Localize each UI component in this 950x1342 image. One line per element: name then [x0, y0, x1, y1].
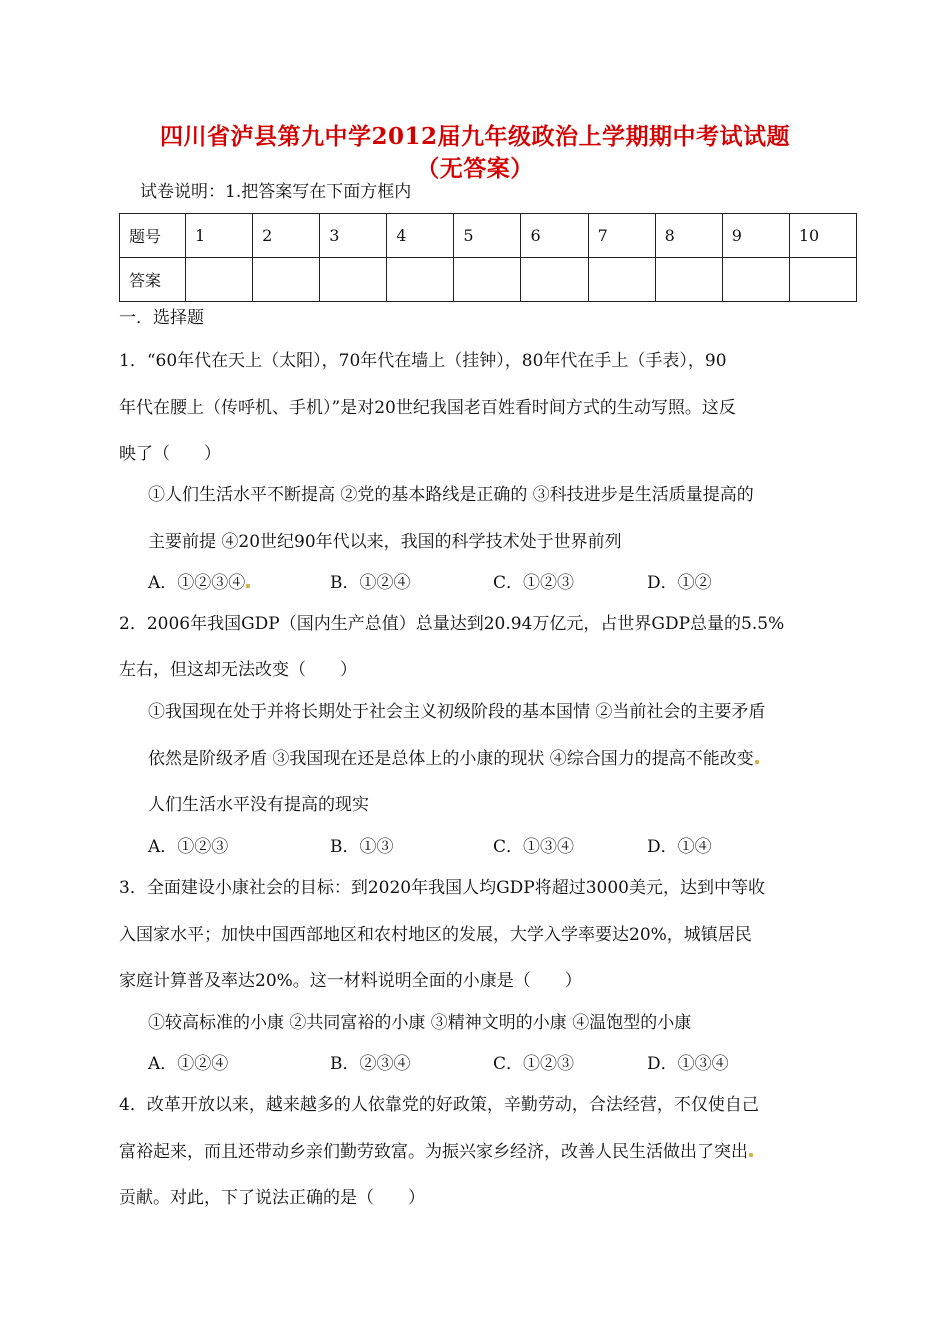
q1-statement-2: 主要前提 ④20世纪90年代以来，我国的科学技术处于世界前列 [148, 532, 622, 552]
q3-option-a: A．①②④ [148, 1054, 229, 1074]
table-cell-number: 5 [454, 214, 521, 258]
answer-cell [186, 258, 253, 302]
decorative-dot [246, 584, 250, 588]
q1-line-1: 1．“60年代在天上（太阳），70年代在墙上（挂钟），80年代在手上（手表），90 [119, 351, 727, 371]
table-cell-number: 9 [722, 214, 789, 258]
q2-statement-1: ①我国现在处于并将长期处于社会主义初级阶段的基本国情 ②当前社会的主要矛盾 [148, 702, 766, 722]
q1-line-2: 年代在腰上（传呼机、手机）”是对20世纪我国老百姓看时间方式的生动写照。这反 [119, 398, 736, 418]
table-row-numbers [120, 214, 857, 258]
title-line-2: （无答案） [416, 155, 534, 182]
q2-option-c: C．①③④ [493, 837, 575, 857]
answer-cell [655, 258, 722, 302]
q2-option-a: A．①②③ [148, 837, 229, 857]
table-cell-number: 10 [789, 214, 856, 258]
q1-statement-1: ①人们生活水平不断提高 ②党的基本路线是正确的 ③科技进步是生活质量提高的 [148, 485, 754, 505]
answer-cell [454, 258, 521, 302]
decorative-dot [749, 1153, 753, 1157]
q1-option-d: D．①② [647, 573, 712, 593]
q1-option-a: A．①②③④ [148, 572, 250, 594]
table-cell-number: 8 [655, 214, 722, 258]
q1-option-b: B．①②④ [330, 573, 411, 593]
q1-option-c: C．①②③ [493, 573, 575, 593]
table-row-answers [120, 258, 857, 302]
answer-cell [789, 258, 856, 302]
table-cell-number: 4 [387, 214, 454, 258]
q4-line-3: 贡献。对此，下了说法正确的是（ ） [119, 1188, 425, 1208]
decorative-dot [755, 760, 759, 764]
table-cell-number: 6 [521, 214, 588, 258]
answer-cell [722, 258, 789, 302]
answer-cell [253, 258, 320, 302]
q2-line-1: 2．2006年我国GDP（国内生产总值）总量达到20.94万亿元，占世界GDP总量的5.5% [119, 614, 785, 634]
table-header-number: 题号 [120, 214, 186, 258]
table-cell-number: 1 [186, 214, 253, 258]
instruction: 试卷说明：1.把答案写在下面方框内 [140, 182, 412, 202]
q3-option-d: D．①③④ [647, 1054, 729, 1074]
q4-line-2: 富裕起来，而且还带动乡亲们勤劳致富。为振兴家乡经济，改善人民生活做出了突出 [119, 1141, 753, 1163]
answer-table [119, 213, 857, 302]
section-heading: 一．选择题 [119, 308, 204, 328]
answer-cell [588, 258, 655, 302]
table-cell-number: 3 [320, 214, 387, 258]
answer-cell [521, 258, 588, 302]
table-cell-number: 2 [253, 214, 320, 258]
q2-option-b: B．①③ [330, 837, 394, 857]
q1-line-3: 映了（ ） [119, 444, 221, 464]
q3-line-1: 3．全面建设小康社会的目标：到2020年我国人均GDP将超过3000美元，达到中等收 [119, 878, 765, 898]
q3-option-c: C．①②③ [493, 1054, 575, 1074]
q3-statement-1: ①较高标准的小康 ②共同富裕的小康 ③精神文明的小康 ④温饱型的小康 [148, 1013, 692, 1033]
q2-statement-2: 依然是阶级矛盾 ③我国现在还是总体上的小康的现状 ④综合国力的提高不能改变 [148, 748, 759, 770]
answer-cell [320, 258, 387, 302]
q3-line-3: 家庭计算普及率达20%。这一材料说明全面的小康是（ ） [119, 971, 582, 991]
title-line-1: 四川省泸县第九中学2012届九年级政治上学期期中考试试题 [159, 123, 790, 150]
table-cell-number: 7 [588, 214, 655, 258]
q3-option-b: B．②③④ [330, 1054, 411, 1074]
q3-line-2: 入国家水平；加快中国西部地区和农村地区的发展，大学入学率要达20%，城镇居民 [119, 925, 752, 945]
q4-line-1: 4．改革开放以来，越来越多的人依靠党的好政策，辛勤劳动，合法经营，不仅使自己 [119, 1095, 759, 1115]
answer-cell [387, 258, 454, 302]
q2-line-2: 左右，但这却无法改变（ ） [119, 660, 357, 680]
q2-option-d: D．①④ [647, 837, 712, 857]
q2-statement-3: 人们生活水平没有提高的现实 [148, 795, 369, 815]
table-header-answer: 答案 [120, 258, 186, 302]
